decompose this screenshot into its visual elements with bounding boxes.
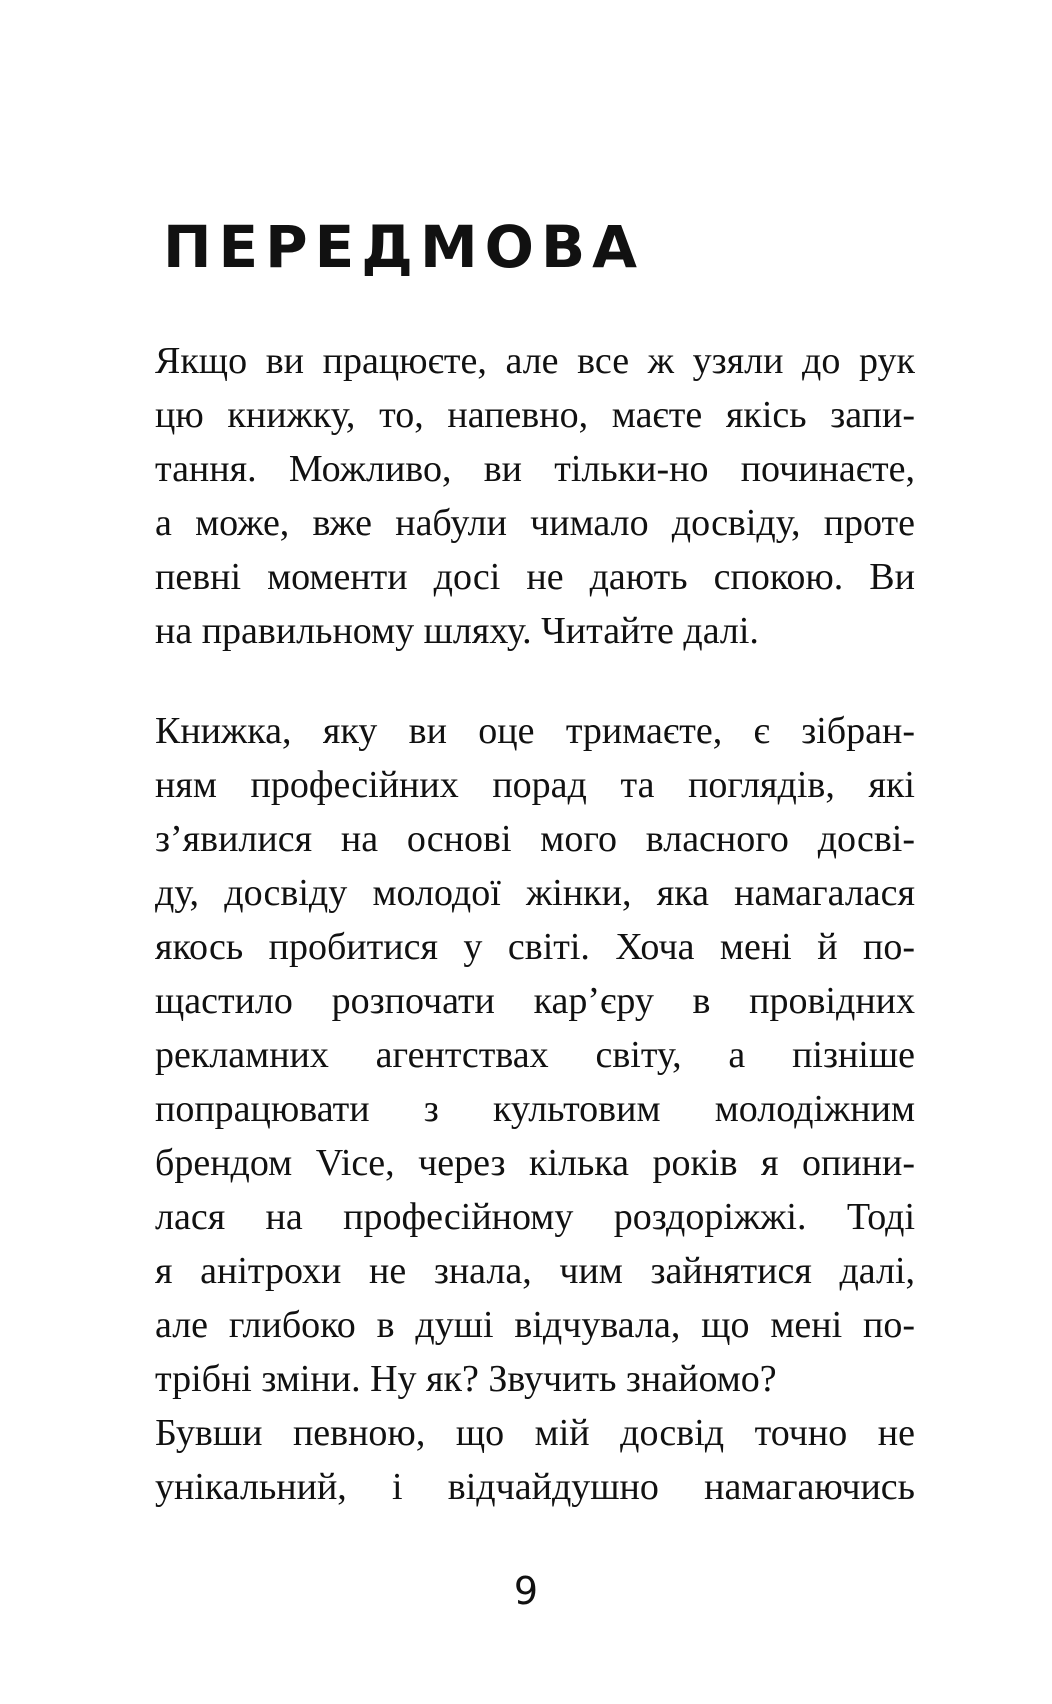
text-line: я анітрохи не знала, чим зайнятися далі, [155, 1250, 915, 1292]
text-line: певні моменти досі не дають спокою. Ви [155, 556, 915, 598]
text-line: з’явилися на основі мого власного досві- [155, 818, 915, 860]
text-line: трібні зміни. Ну як? Звучить знайомо? [155, 1358, 777, 1400]
text-line: лася на професійному роздоріжжі. Тоді [155, 1196, 915, 1238]
text-line: унікальний, і відчайдушно намагаючись [155, 1466, 915, 1508]
chapter-heading: ПЕРЕДМОВА [163, 213, 645, 281]
text-line: ду, досвіду молодої жінки, яка намагалася [155, 872, 915, 914]
paragraph-intro [155, 334, 915, 658]
text-line: але глибоко в душі відчувала, що мені по- [155, 1304, 915, 1346]
text-line: а може, вже набули чимало досвіду, проте [155, 502, 915, 544]
text-line: Бувши певною, що мій досвід точно не [155, 1412, 915, 1454]
text-line: щастило розпочати кар’єру в провідних [155, 980, 915, 1022]
text-line: Книжка, яку ви оце тримаєте, є зібран- [155, 710, 915, 752]
text-line: попрацювати з культовим молодіжним [155, 1088, 915, 1130]
text-line: на правильному шляху. Читайте далі. [155, 610, 759, 652]
text-line: брендом Vice, через кілька років я опини- [155, 1142, 915, 1184]
text-line: якось пробитися у світі. Хоча мені й по- [155, 926, 915, 968]
paragraph-story [155, 704, 915, 1514]
page-number: 9 [513, 1569, 539, 1613]
text-line: тання. Можливо, ви тільки-но починаєте, [155, 448, 915, 490]
text-line: Якщо ви працюєте, але все ж узяли до рук [155, 340, 915, 382]
text-line: цю книжку, то, напевно, маєте якісь запи- [155, 394, 915, 436]
text-line: ням професійних порад та поглядів, які [155, 764, 915, 806]
text-line: рекламних агентствах світу, а пізніше [155, 1034, 915, 1076]
